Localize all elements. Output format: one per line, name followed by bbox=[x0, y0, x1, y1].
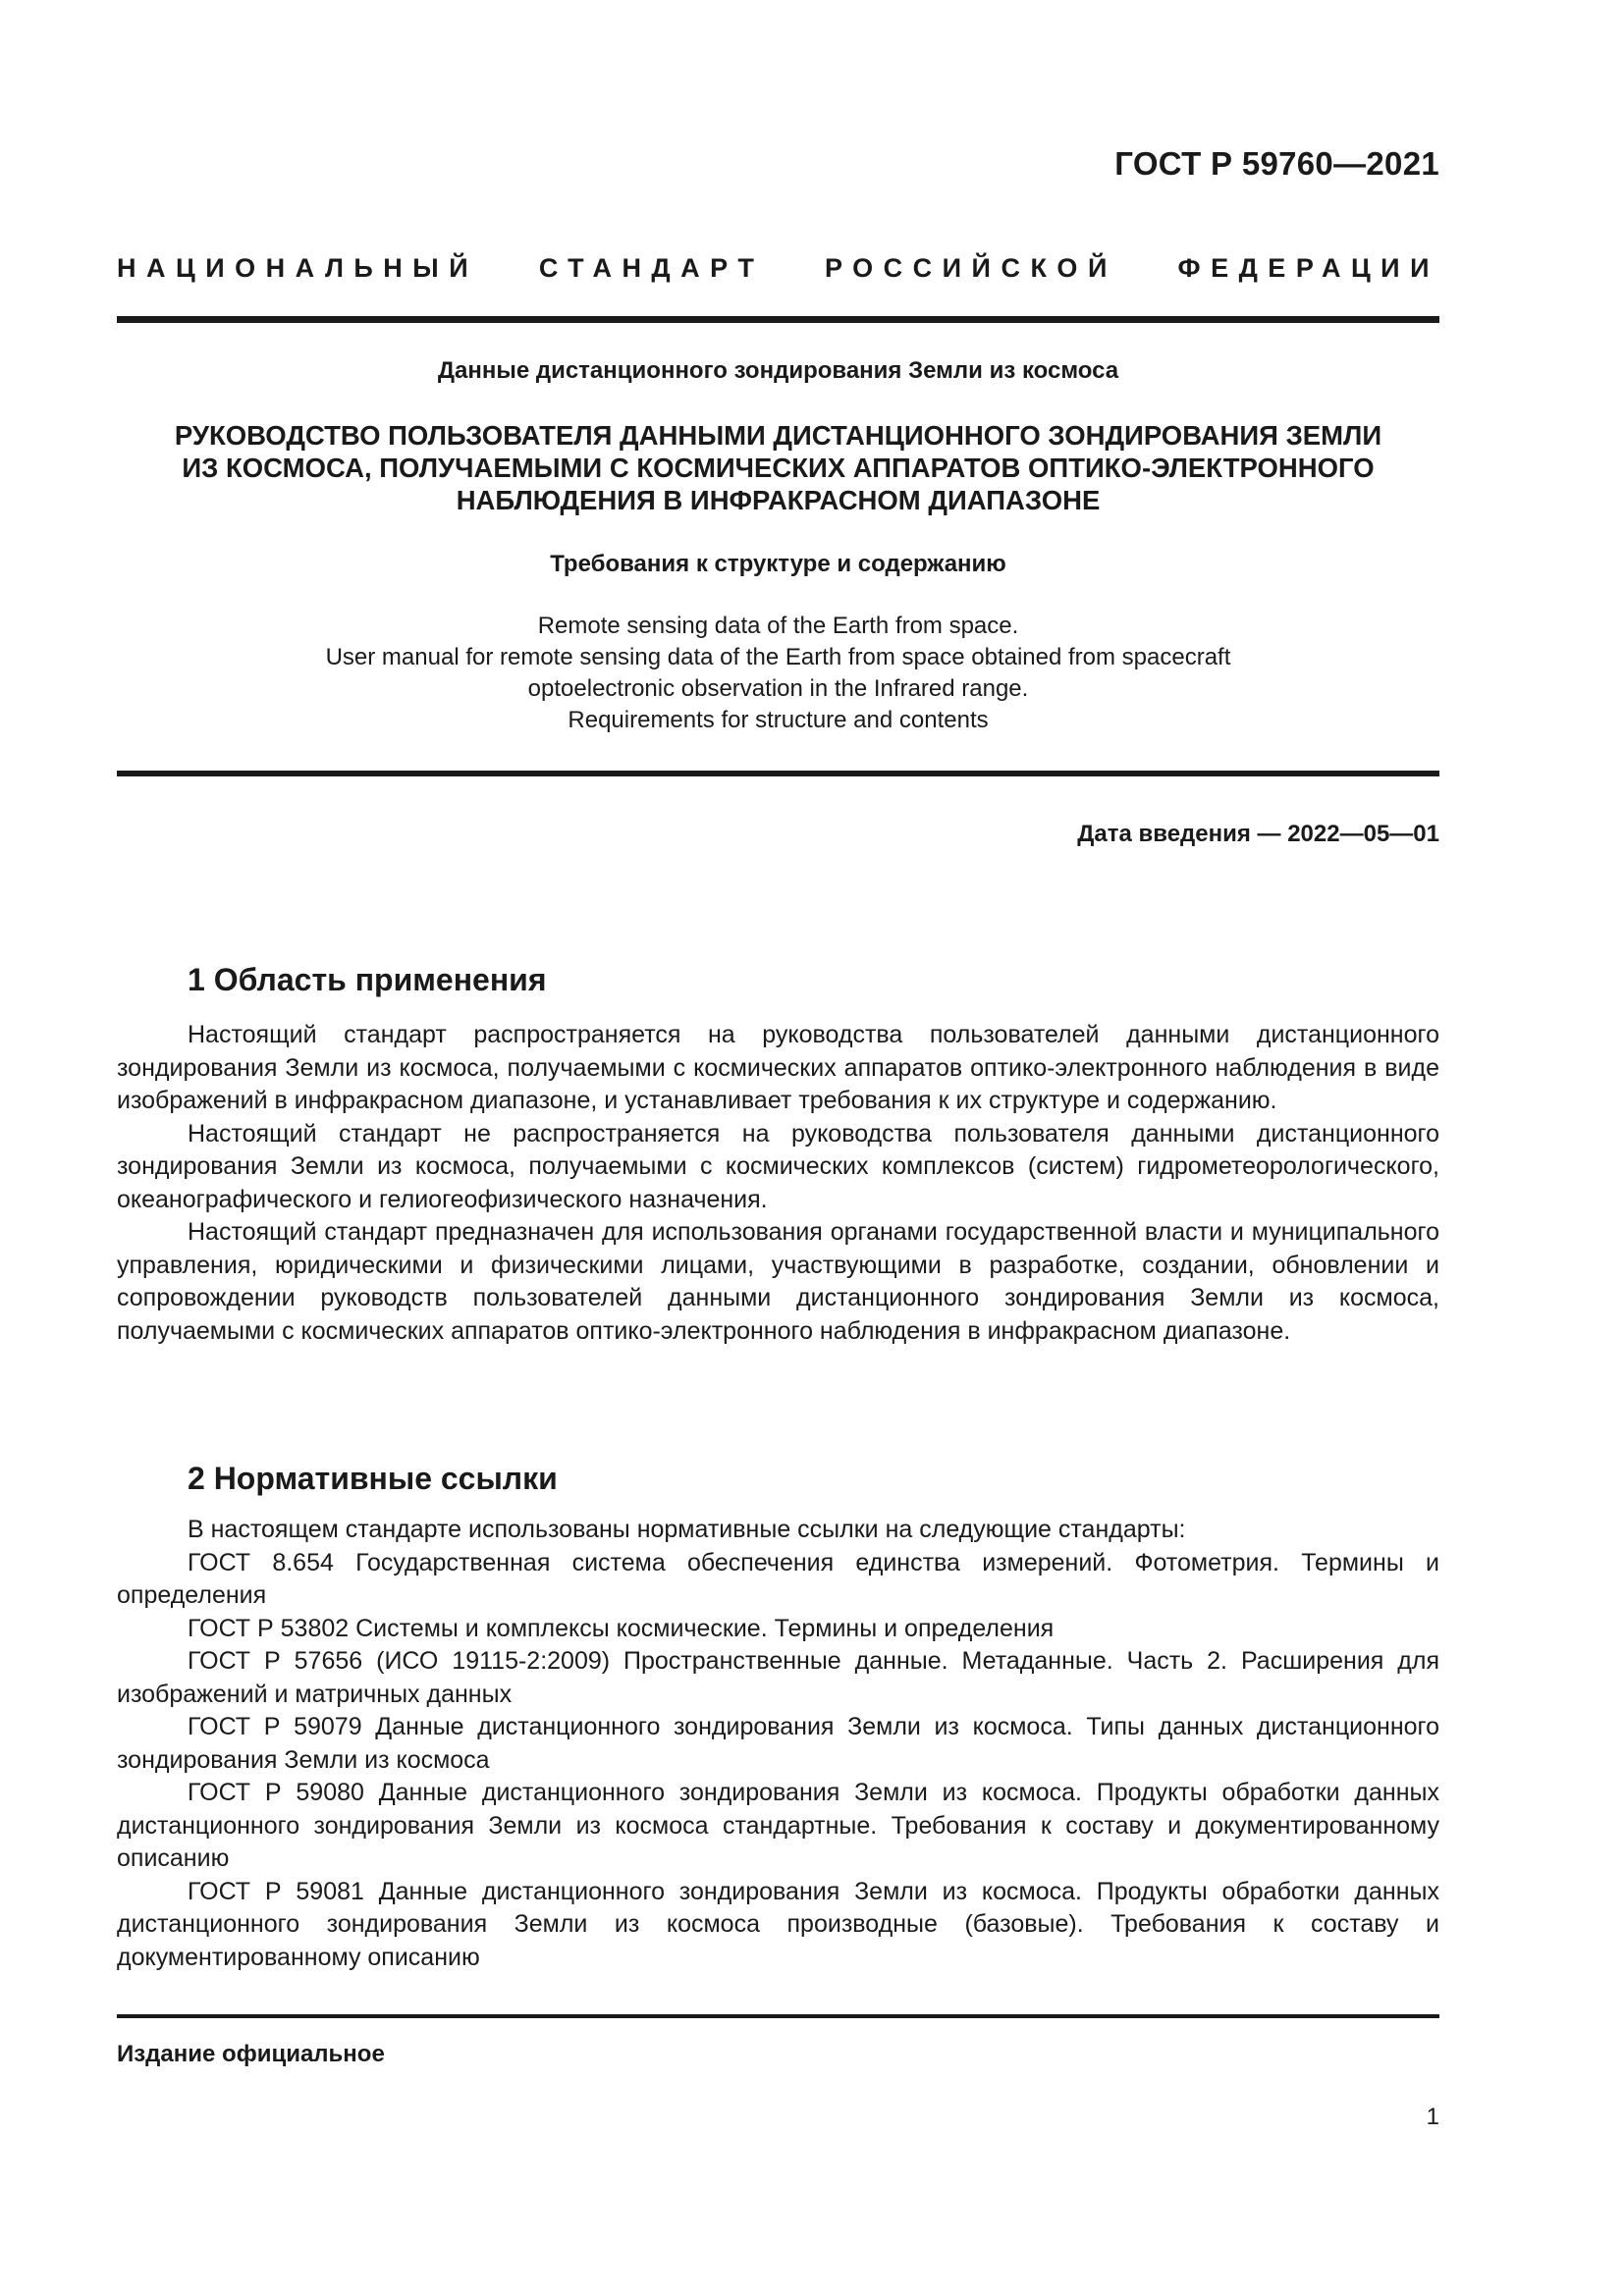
reference-item: ГОСТ 8.654 Государственная система обеспечения единства измерений. Фотометрия. Термины и определения bbox=[117, 1548, 1439, 1609]
main-title-line: ИЗ КОСМОСА, ПОЛУЧАЕМЫМИ С КОСМИЧЕСКИХ АППАРАТОВ ОПТИКО-ЭЛЕКТРОННОГО bbox=[182, 453, 1375, 483]
paragraph: Настоящий стандарт не распространяется на руководства пользователя данными дистанционного зондирования Земли из космоса, получаемыми с космических комплексов (систем) гидрометеорологического, океанографического и гелиогеофизического назначения. bbox=[117, 1119, 1439, 1213]
document-number: ГОСТ Р 59760—2021 bbox=[1114, 145, 1439, 182]
main-title-line: НАБЛЮДЕНИЯ В ИНФРАКРАСНОМ ДИАПАЗОНЕ bbox=[456, 485, 1101, 515]
reference-item: ГОСТ Р 53802 Системы и комплексы космические. Термины и определения bbox=[188, 1614, 1055, 1642]
requirements-subtitle: Требования к структуре и содержанию bbox=[550, 551, 1006, 577]
national-standard-title: НАЦИОНАЛЬНЫЙ СТАНДАРТ РОССИЙСКОЙ ФЕДЕРАЦИИ bbox=[117, 253, 1439, 283]
page-content bbox=[117, 0, 1439, 2296]
main-title-line: РУКОВОДСТВО ПОЛЬЗОВАТЕЛЯ ДАННЫМИ ДИСТАНЦИОННОГО ЗОНДИРОВАНИЯ ЗЕМЛИ bbox=[174, 420, 1382, 451]
english-title bbox=[117, 611, 1439, 736]
introduction-date: Дата введения — 2022—05—01 bbox=[1077, 821, 1439, 847]
official-edition-label: Издание официальное bbox=[117, 2041, 385, 2067]
reference-item: ГОСТ Р 59080 Данные дистанционного зондирования Земли из космоса. Продукты обработки данных дистанционного зондирования Земли из космоса стандартные. Требования к составу и документированному описанию bbox=[117, 1779, 1439, 1872]
page-number: 1 bbox=[1426, 2104, 1439, 2130]
subject-title: Данные дистанционного зондирования Земли из космоса bbox=[437, 357, 1119, 384]
reference-item: ГОСТ Р 57656 (ИСО 19115-2:2009) Пространственные данные. Метаданные. Часть 2. Расширения для изображений и матричных данных bbox=[117, 1647, 1439, 1708]
section-body-scope bbox=[117, 1019, 1439, 1348]
paragraph: Настоящий стандарт распространяется на руководства пользователей данными дистанционного зондирования Земли из космоса, получаемыми с космических аппаратов оптико-электронного наблюдения в виде изображений в инфракрасном диапазоне, и устанавливает требования к их структуре и содержанию. bbox=[117, 1021, 1439, 1114]
footer-divider bbox=[117, 2014, 1439, 2018]
english-title-line: Requirements for structure and contents bbox=[568, 707, 989, 733]
main-title bbox=[117, 419, 1439, 516]
paragraph: Настоящий стандарт предназначен для использования органами государственной власти и муниципального управления, юридическими и физическими лицами, участвующими в разработке, создании, обновлении и сопровождении руководств пользователей данными дистанционного зондирования Земли из космоса, получаемыми с космических аппаратов оптико-электронного наблюдения в инфракрасном диапазоне. bbox=[117, 1218, 1439, 1345]
paragraph: В настоящем стандарте использованы нормативные ссылки на следующие стандарты: bbox=[188, 1516, 1186, 1543]
reference-item: ГОСТ Р 59081 Данные дистанционного зондирования Земли из космоса. Продукты обработки данных дистанционного зондирования Земли из космоса производные (базовые). Требования к составу и документированному описанию bbox=[117, 1877, 1439, 1971]
reference-item: ГОСТ Р 59079 Данные дистанционного зондирования Земли из космоса. Типы данных дистанционного зондирования Земли из космоса bbox=[117, 1713, 1439, 1774]
section-heading-references: 2 Нормативные ссылки bbox=[188, 1461, 558, 1496]
middle-divider bbox=[117, 771, 1439, 776]
english-title-line: Remote sensing data of the Earth from space. bbox=[537, 613, 1019, 639]
english-title-line: User manual for remote sensing data of the Earth from space obtained from spacecraft bbox=[325, 644, 1231, 670]
section-body-references bbox=[117, 1514, 1439, 1974]
section-heading-scope: 1 Область применения bbox=[188, 962, 547, 997]
english-title-line: optoelectronic observation in the Infrared range. bbox=[527, 675, 1029, 702]
top-divider bbox=[117, 316, 1439, 323]
